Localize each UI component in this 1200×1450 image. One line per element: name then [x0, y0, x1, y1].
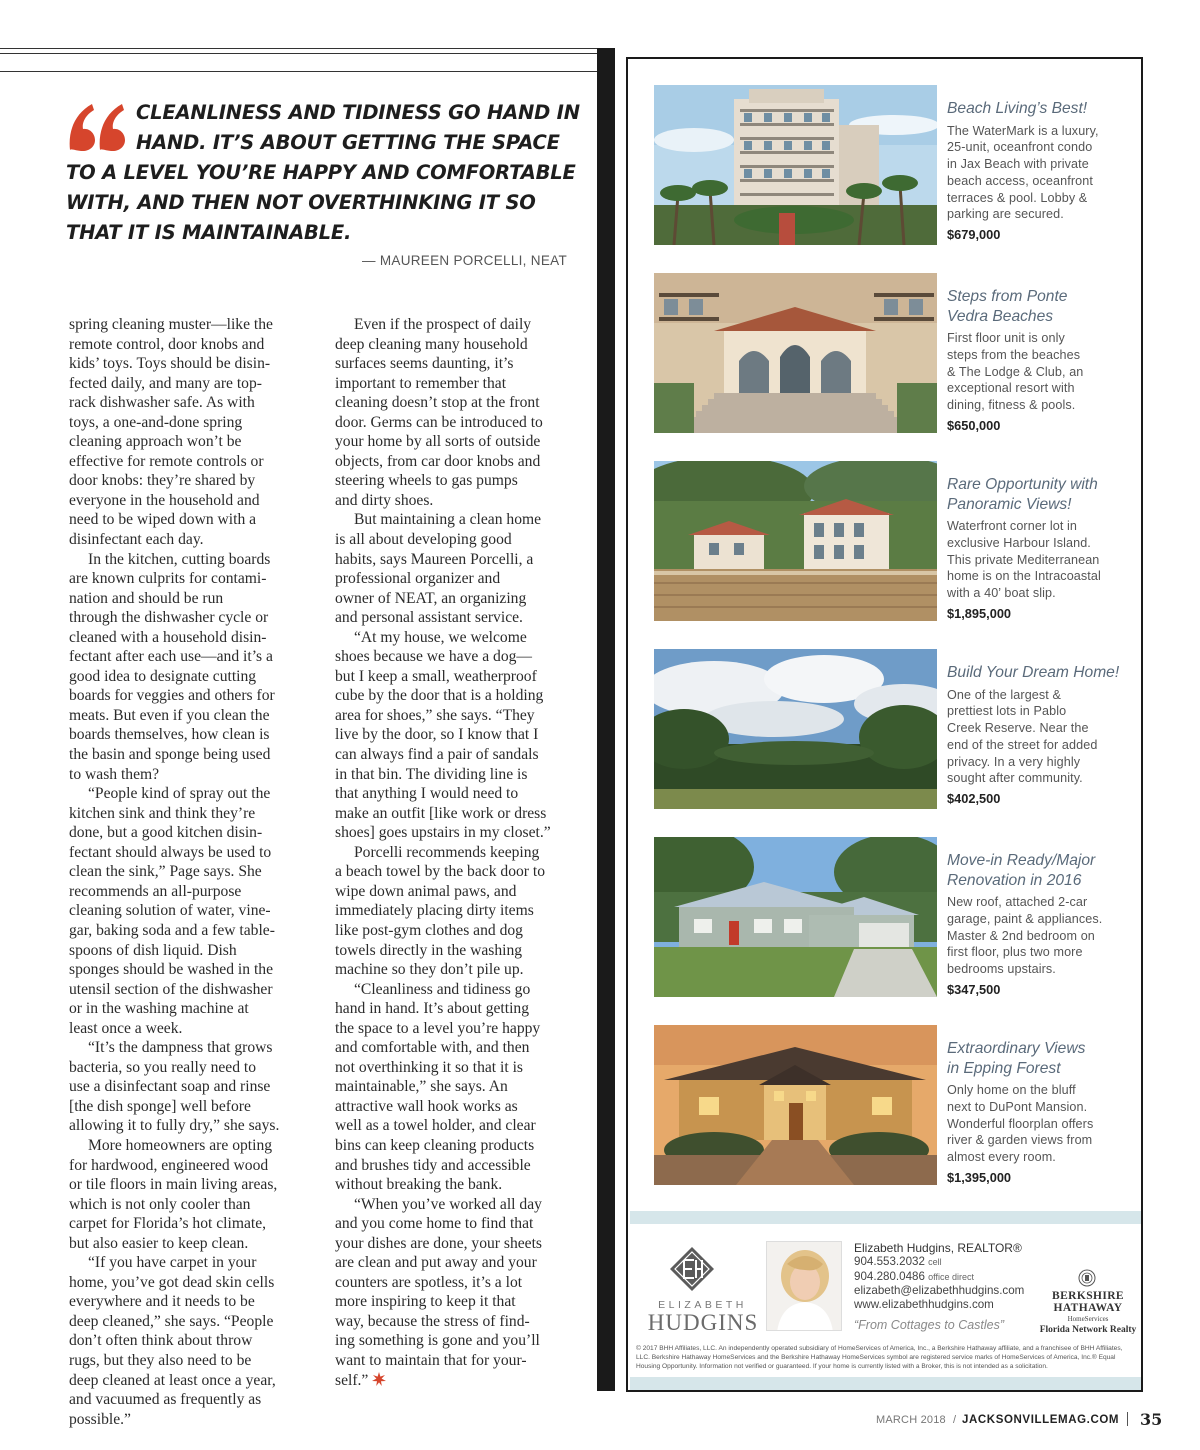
listing-description-line: bedrooms upstairs.	[947, 962, 1056, 977]
article-line: use a disinfectant soap and rinse	[69, 1078, 271, 1096]
article-line: shoes because we have a dog—	[335, 648, 533, 666]
article-column-2	[335, 315, 575, 1390]
listing-title	[947, 663, 1137, 683]
listing-price: $679,000	[947, 227, 1001, 243]
listing-description-line: The WaterMark is a luxury,	[947, 123, 1099, 138]
listing-description	[947, 1082, 1137, 1166]
article-line: “If you have carpet in your	[88, 1254, 257, 1272]
listing-title-line: Renovation in 2016	[947, 871, 1082, 889]
listing-description-line: beach access, oceanfront	[947, 173, 1093, 188]
listing-description-line: almost every room.	[947, 1150, 1056, 1165]
article-line: without breaking the bank.	[335, 1176, 503, 1194]
real-estate-ad	[626, 57, 1143, 1392]
listing-description-line: This private Mediterranean	[947, 552, 1100, 567]
article-line: disinfectant each day.	[69, 531, 204, 549]
listing-info	[947, 663, 1137, 806]
article-line: spoons of dish liquid. Dish	[69, 941, 237, 959]
article-line: Porcelli recommends keeping	[354, 843, 540, 861]
article-line: meats. But even if you clean the	[69, 706, 270, 724]
listing-description-line: next to DuPont Mansion.	[947, 1099, 1088, 1114]
article-line: fected daily, and many are top-	[69, 374, 262, 392]
article-line: and dirty shoes.	[335, 491, 434, 509]
article-line: or tile floors in main living areas,	[69, 1176, 278, 1194]
article-line: or in the washing machine at	[69, 1000, 249, 1018]
article-line: wipe down animal paws, and	[335, 882, 517, 900]
listing-title	[947, 99, 1137, 119]
article-line: “Cleanliness and tidiness go	[354, 980, 531, 998]
article-line: machine so they don’t pile up.	[335, 961, 524, 979]
article-line: can always find a pair of sandals	[335, 746, 539, 764]
listing-photo	[654, 649, 937, 809]
listing-photo	[654, 837, 937, 997]
article-line: professional organizer and	[335, 570, 501, 588]
article-line: to wash them?	[69, 765, 160, 783]
article-end-line	[335, 1371, 575, 1391]
brokerage-logo	[1046, 1291, 1130, 1314]
article-line: and personal assistant service.	[335, 609, 523, 627]
listing-title	[947, 1039, 1137, 1078]
article-line: and brushes tidy and accessible	[335, 1156, 531, 1174]
article-line: and comfortable with, and then	[335, 1039, 530, 1057]
article-line: clean the sink,” Page says. She	[69, 863, 262, 881]
listing-description-line: & The Lodge & Club, an	[947, 364, 1084, 379]
brokerage-name-line: BERKSHIRE	[1052, 1290, 1124, 1302]
article-line: maintainable,” she says. An	[335, 1078, 508, 1096]
listing-photo	[654, 1025, 937, 1185]
listing-description-line: Only home on the bluff	[947, 1083, 1076, 1097]
article-line: door. Germs can be introduced to	[335, 413, 543, 431]
agent-office-number: 904.280.0486	[854, 1269, 925, 1283]
article-line: habits, says Maureen Porcelli, a	[335, 550, 534, 568]
listing-price: $1,895,000	[947, 605, 1012, 621]
listing-description-line: home is on the Intracoastal	[947, 569, 1101, 584]
listing-description-line: Waterfront corner lot in	[947, 519, 1078, 533]
article-line: “At my house, we welcome	[354, 628, 527, 646]
listing-photo	[654, 461, 937, 621]
article-line: rugs, but they also need to be	[69, 1351, 252, 1369]
article-line: the basin and sponge being used	[69, 746, 271, 764]
article-line: kids’ toys. Toys should be disin-	[69, 355, 271, 373]
listing-price: $1,395,000	[947, 1169, 1012, 1185]
listing-photo	[654, 273, 937, 433]
top-rule	[0, 48, 600, 49]
listing-title-line: Build Your Dream Home!	[947, 664, 1120, 681]
article-line: through the dishwasher cycle or	[69, 609, 269, 627]
article-line: like post-gym clothes and dog	[335, 921, 523, 939]
article-line: boards themselves, how clean is	[69, 726, 270, 744]
article-line: your dishes are done, your sheets	[335, 1234, 542, 1252]
article-line: everyone in the household and	[69, 491, 260, 509]
magazine-website[interactable]: JACKSONVILLEMAG.COM	[962, 1414, 1120, 1426]
listing-description-line: New roof, attached 2-car	[947, 895, 1088, 909]
article-line: a beach towel by the back door to	[335, 863, 546, 881]
article-line: home, you’ve got dead skin cells	[69, 1273, 275, 1291]
listing-description-line: river & garden views from	[947, 1133, 1093, 1148]
agent-name: Elizabeth Hudgins, REALTOR®	[854, 1241, 1022, 1255]
bh-seal-icon	[1078, 1269, 1096, 1287]
article-line: surfaces seems daunting, it’s	[335, 355, 514, 373]
listing-description	[947, 330, 1137, 414]
folio-divider	[1127, 1412, 1128, 1426]
article-line: But maintaining a clean home	[354, 511, 542, 529]
listing-description-line: prettiest lots in Pablo	[947, 704, 1067, 719]
listing-card[interactable]	[654, 649, 1136, 811]
eh-monogram-icon	[668, 1245, 716, 1293]
listing-description-line: Master & 2nd bedroom on	[947, 928, 1095, 943]
top-rule	[0, 71, 600, 72]
article-line: are clean and put away and your	[335, 1254, 537, 1272]
agent-contact	[854, 1241, 1054, 1333]
listing-description-line: exceptional resort with	[947, 381, 1075, 396]
agent-cell-label: cell	[928, 1257, 942, 1268]
brokerage-name-line: HATHAWAY	[1053, 1301, 1123, 1314]
listing-title-line: Move-in Ready/Major	[947, 852, 1096, 869]
article-line: allowing it to fully dry,” she says.	[69, 1117, 280, 1135]
listing-description-line: first floor, plus two more	[947, 945, 1083, 960]
agent-logo-lastname: HUDGINS	[647, 1310, 759, 1335]
article-line: immediately placing dirty items	[335, 902, 534, 920]
listing-title-line: Vedra Beaches	[947, 307, 1054, 325]
listing-description-line: with a 40’ boat slip.	[947, 586, 1056, 601]
pull-quote-line: THAT IT IS MAINTAINABLE.	[66, 221, 352, 244]
article-line: are known culprits for contami-	[69, 570, 267, 588]
agent-email[interactable]: elizabeth@elizabethhudgins.com	[854, 1283, 1025, 1297]
article-line: cleaned with a household disin-	[69, 628, 267, 646]
agent-cell-phone[interactable]	[854, 1255, 1054, 1269]
listing-description-line: First floor unit is only	[947, 331, 1065, 345]
agent-office-label: office direct	[928, 1271, 975, 1282]
pull-quote-line: HAND. IT’S ABOUT GETTING THE SPACE	[136, 131, 560, 154]
listing-photo	[654, 85, 937, 245]
listing-description-line: dining, fitness & pools.	[947, 398, 1076, 413]
article-line: gar, baking soda and a few table-	[69, 921, 275, 939]
folio-separator: /	[953, 1414, 957, 1426]
listing-description	[947, 687, 1137, 788]
brokerage-subtitle: HomeServices	[1067, 1315, 1109, 1323]
end-star-icon	[372, 1372, 386, 1386]
article-line: deep cleaned at least once a year,	[69, 1371, 276, 1389]
article-line: rack dishwasher safe. As with	[69, 394, 255, 412]
listing-description-line: sought after community.	[947, 771, 1083, 786]
article-line: which is not only cooler than	[69, 1195, 251, 1213]
listing-title-line: Rare Opportunity with	[947, 476, 1098, 493]
listing-description	[947, 894, 1137, 978]
article-line: door knobs: they’re shared by	[69, 472, 256, 490]
article-line: way, because the stress of find-	[335, 1312, 530, 1330]
top-rule	[0, 53, 600, 54]
listing-card[interactable]	[654, 273, 1136, 435]
article-line: done, but a good kitchen disin-	[69, 824, 263, 842]
listing-card[interactable]	[654, 837, 1136, 999]
footer-band	[630, 1211, 1141, 1224]
article-line: “When you’ve worked all day	[354, 1195, 542, 1213]
article-line: kitchen sink and think they’re	[69, 804, 256, 822]
pull-quote-line: WITH, AND THEN NOT OVERTHINKING IT SO	[66, 191, 536, 214]
article-line: bacteria, so you really need to	[69, 1058, 257, 1076]
listing-description-line: Wonderful floorplan offers	[947, 1116, 1094, 1131]
listing-description-line: privacy. In a very highly	[947, 754, 1081, 769]
listing-description-line: parking are secured.	[947, 207, 1064, 222]
listing-price: $347,500	[947, 981, 1001, 997]
listing-title-line: Beach Living’s Best!	[947, 100, 1088, 117]
article-line: attractive wall hook works as	[335, 1097, 518, 1115]
article-line: fectant should always be used to	[69, 843, 272, 861]
pull-quote-line: TO A LEVEL YOU’RE HAPPY AND COMFORTABLE	[66, 161, 576, 184]
listing-description-line: terraces & pool. Lobby &	[947, 190, 1088, 205]
article-line: More homeowners are opting	[88, 1136, 273, 1154]
article-line: everywhere and it needs to be	[69, 1293, 255, 1311]
article-line: ing something is gone and you’ll	[335, 1332, 540, 1350]
article-line: carpet for Florida’s hot climate,	[69, 1215, 267, 1233]
listing-title-line: Panoramic Views!	[947, 495, 1072, 513]
article-line: [the dish sponge] well before	[69, 1097, 251, 1115]
article-line: area for shoes,” she says. “They	[335, 706, 535, 724]
article-line: bins can keep cleaning products	[335, 1136, 535, 1154]
article-line: sponges should be washed in the	[69, 961, 273, 979]
article-line: cleaning doesn’t stop at the front	[335, 394, 540, 412]
article-line: for hardwood, engineered wood	[69, 1156, 269, 1174]
article-line: remote control, door knobs and	[69, 335, 265, 353]
agent-cell-number: 904.553.2032	[854, 1255, 925, 1269]
article-line: owner of NEAT, an organizing	[335, 589, 527, 607]
brokerage-office: Florida Network Realty	[1039, 1325, 1137, 1335]
listing-price: $650,000	[947, 417, 1001, 433]
article-line: Even if the prospect of daily	[354, 316, 532, 333]
article-line: and vacuumed as frequently as	[69, 1391, 262, 1409]
agent-logo-firstname: ELIZABETH	[658, 1299, 747, 1311]
article-line: toys, a one-and-done spring	[69, 413, 243, 431]
listing-description	[947, 123, 1137, 224]
article-line: hand in hand. It’s about getting	[335, 1000, 530, 1018]
article-column-1	[69, 315, 309, 1429]
listing-title	[947, 287, 1137, 326]
article-line: that anything I would need to	[335, 785, 519, 803]
article-line: cleaning solution of water, vine-	[69, 902, 271, 920]
article-line: shoes] goes upstairs in my closet.”	[335, 824, 551, 842]
listing-title-line: Steps from Ponte	[947, 288, 1068, 305]
article-line: but also easier to keep clean.	[69, 1234, 249, 1252]
article-line: counters are spotless, it’s a lot	[335, 1273, 523, 1291]
page-number: 35	[1140, 1410, 1163, 1429]
listing-card[interactable]	[654, 461, 1136, 623]
article-line: cleaning approach won’t be	[69, 433, 242, 451]
listing-description-line: end of the street for added	[947, 737, 1098, 752]
article-line: possible.”	[69, 1410, 131, 1428]
listing-title-line: Extraordinary Views	[947, 1040, 1086, 1057]
agent-portrait	[766, 1241, 842, 1331]
footer-band	[630, 1377, 1141, 1390]
listing-info	[947, 1039, 1137, 1185]
article-line: boards for veggies and others for	[69, 687, 275, 705]
agent-slogan: “From Cottages to Castles”	[854, 1318, 1005, 1333]
article-line: more inspiring to keep it that	[335, 1293, 516, 1311]
article-line: spring cleaning muster—like the	[69, 316, 273, 333]
listing-title	[947, 851, 1137, 890]
agent-footer	[628, 1211, 1143, 1392]
article-line: make an outfit [like work or dress	[335, 804, 547, 822]
article-line: self.”	[335, 1371, 369, 1389]
listing-card[interactable]	[654, 1025, 1136, 1187]
listing-description	[947, 518, 1137, 602]
article-line: In the kitchen, cutting boards	[88, 550, 271, 568]
article-line: utensil section of the dishwasher	[69, 980, 273, 998]
pull-quote-attribution: — MAUREEN PORCELLI, NEAT	[362, 253, 567, 268]
article-line: cube by the door that is a holding	[335, 687, 544, 705]
listing-title	[947, 475, 1137, 514]
listing-price: $402,500	[947, 791, 1001, 807]
article-line: not overthinking it so that it is	[335, 1058, 523, 1076]
listing-description-line: in Jax Beach with private	[947, 157, 1089, 172]
pull-quote-line: CLEANLINESS AND TIDINESS GO HAND IN	[136, 101, 580, 124]
listing-info	[947, 851, 1137, 997]
listing-info	[947, 99, 1137, 242]
article-line: least once a week.	[69, 1019, 183, 1037]
listing-description-line: Creek Reserve. Near the	[947, 721, 1089, 736]
article-line: “People kind of spray out the	[88, 785, 271, 803]
issue-date: MARCH 2018	[876, 1414, 946, 1426]
article-line: in that bin. The dividing line is	[335, 765, 528, 783]
article-line: good idea to designate cutting	[69, 667, 257, 685]
article-line: live by the door, so I know that I	[335, 726, 539, 744]
pull-quote	[66, 98, 580, 248]
article-line: nation and should be run	[69, 589, 224, 607]
listing-description-line: 25-unit, oceanfront condo	[947, 140, 1093, 155]
listing-card[interactable]	[654, 85, 1136, 247]
article-line: the space to a level you’re happy	[335, 1019, 541, 1037]
article-line: don’t often think about throw	[69, 1332, 253, 1350]
article-line: deep cleaning many household	[335, 335, 528, 353]
listing-description-line: steps from the beaches	[947, 347, 1081, 362]
article-line: your home by all sorts of outside	[335, 433, 541, 451]
listing-info	[947, 287, 1137, 433]
article-line: want to maintain that for your-	[335, 1351, 527, 1369]
column-divider-bar	[597, 48, 615, 1391]
listing-title-line: in Epping Forest	[947, 1059, 1061, 1077]
article-line: steering wheels to gas pumps	[335, 472, 518, 490]
listing-description-line: One of the largest &	[947, 687, 1062, 702]
article-line: important to remember that	[335, 374, 507, 392]
article-line: and you come home to find that	[335, 1215, 534, 1233]
article-line: recommends an all-purpose	[69, 882, 242, 900]
legal-disclaimer: © 2017 BHH Affiliates, LLC. An independently operated subsidiary of HomeServices of America, Inc., a Berkshire Hathaway affiliate, and a franchisee of BHH Affiliates, LLC. Berkshire Hathaway HomeServices and the Berkshire Hathaway HomeServices symbol are registered service marks of HomeServices of America, Inc.® Equal Housing Opportunity. Information not verified or guaranteed. If your home is currently listed with a Broker, this is not intended as a solicitation.	[636, 1345, 1123, 1370]
listing-description-line: exclusive Harbour Island.	[947, 535, 1091, 550]
article-line: need to be wiped down with a	[69, 511, 257, 529]
article-line: well as a towel holder, and clear	[335, 1117, 536, 1135]
agent-website[interactable]: www.elizabethhudgins.com	[854, 1298, 994, 1312]
article-line: but I keep a small, weatherproof	[335, 667, 537, 685]
article-line: effective for remote controls or	[69, 452, 264, 470]
article-line: fectant after each use—and it’s a	[69, 648, 273, 666]
article-line: “It’s the dampness that grows	[88, 1039, 273, 1057]
article-line: objects, from car door knobs and	[335, 452, 541, 470]
article-line: deep cleaned,” she says. “People	[69, 1312, 274, 1330]
article-line: towels directly in the washing	[335, 941, 523, 959]
listing-info	[947, 475, 1137, 621]
listing-description-line: garage, paint & appliances.	[947, 911, 1103, 926]
agent-office-phone[interactable]	[854, 1270, 1054, 1284]
article-line: is all about developing good	[335, 531, 512, 549]
